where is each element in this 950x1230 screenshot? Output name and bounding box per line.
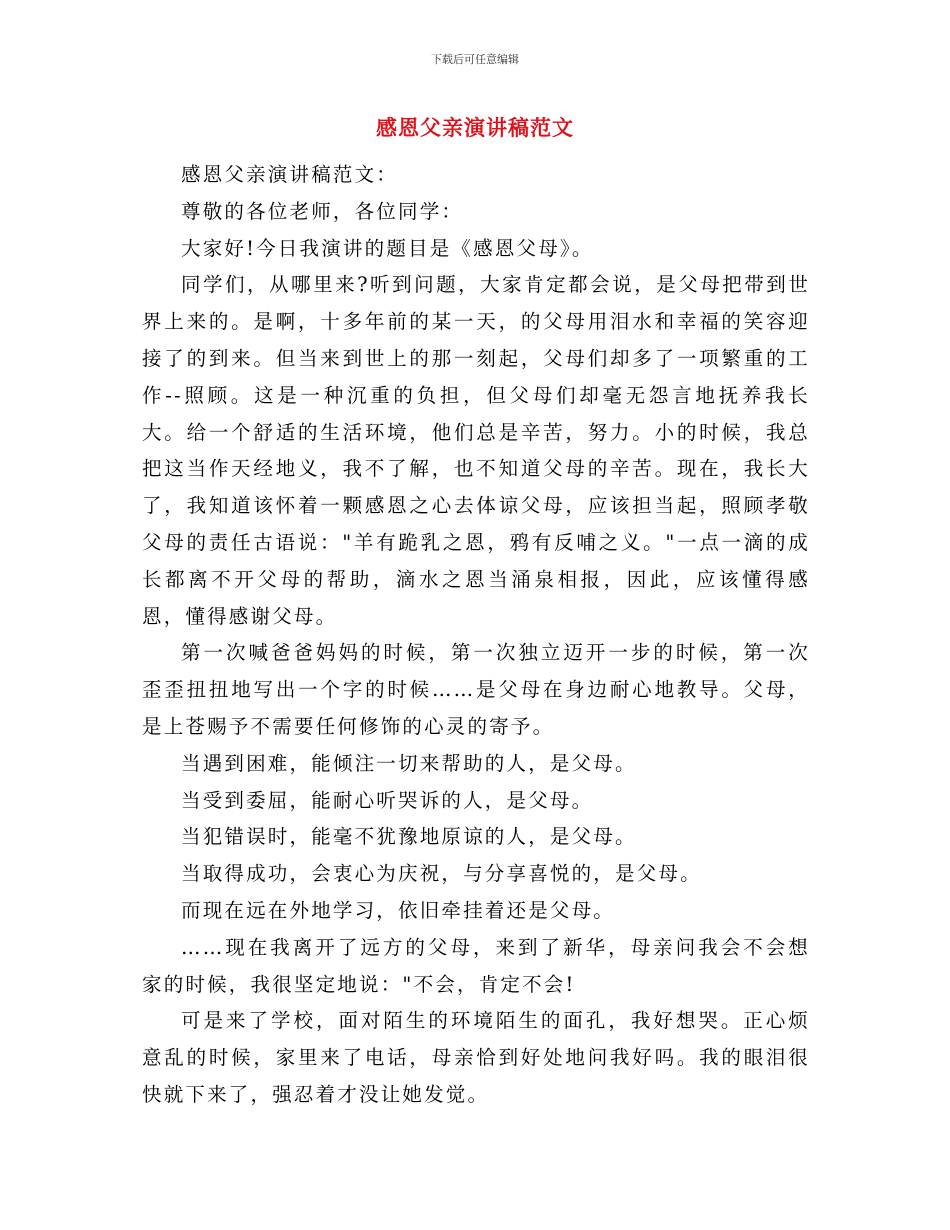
page-header: 下载后可任意编辑 [431,53,519,66]
paragraph-body: 可是来了学校，面对陌生的环境陌生的面孔，我好想哭。正心烦意乱的时候，家里来了电话，母亲恰到好处地问我好吗。我的眼泪很快就下来了，强忍着才没让她发觉。 [142,1009,810,1106]
paragraph-body: ……现在我离开了远方的父母，来到了新华，母亲问我会不会想家的时候，我很坚定地说："不会，肯定不会! [142,935,810,996]
paragraph-body: 而现在远在外地学习，依旧牵挂着还是父母。 [181,898,616,922]
paragraph-greeting: 大家好!今日我演讲的题目是《感恩父母》。 [181,236,594,260]
paragraph-body: 当遇到困难，能倾注一切来帮助的人，是父母。 [181,751,637,775]
paragraph-body: 同学们，从哪里来?听到问题，大家肯定都会说，是父母把带到世界上来的。是啊，十多年前的某一天，的父母用泪水和幸福的笑容迎接了的到来。但当来到世上的那一刻起，父母们却多了一项繁重的工作--照顾。这是一种沉重的负担，但父母们却毫无怨言地抚养我长大。给一个舒适的生活环境，他们总是辛苦，努力。小的时候，我总把这当作天经地义，我不了解，也不知道父母的辛苦。现在，我长大了，我知道该怀着一颗感恩之心去体谅父母，应该担当起，照顾孝敬父母的责任古语说："羊有跪乳之恩，鸦有反哺之义。"一点一滴的成长都离不开父母的帮助，滴水之恩当涌泉相报，因此，应该懂得感恩，懂得感谢父母。 [142,273,810,628]
document-body [142,157,810,1114]
paragraph-body: 第一次喊爸爸妈妈的时候，第一次独立迈开一步的时候，第一次歪歪扭扭地写出一个字的时候……是父母在身边耐心地教导。父母，是上苍赐予不需要任何修饰的心灵的寄予。 [142,641,810,738]
paragraph-body: 当犯错误时，能毫不犹豫地原谅的人，是父母。 [181,825,637,849]
paragraph-intro: 感恩父亲演讲稿范文： [181,163,399,186]
paragraph-body: 当取得成功，会衷心为庆祝，与分享喜悦的，是父母。 [181,862,702,886]
document-title: 感恩父亲演讲稿范文 [376,115,574,140]
paragraph-body: 当受到委屈，能耐心听哭诉的人，是父母。 [181,788,594,812]
paragraph-salutation: 尊敬的各位老师，各位同学： [181,199,464,223]
